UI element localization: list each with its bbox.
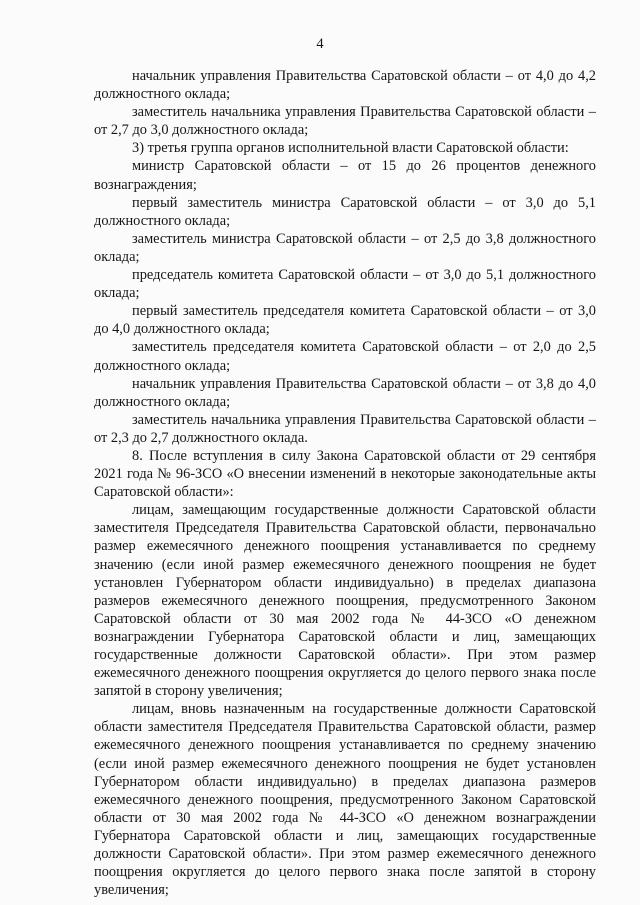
paragraph: заместитель начальника управления Правительства Саратовской области – от 2,7 до 3,0 должностного оклада; (94, 104, 596, 139)
paragraph: начальник управления Правительства Саратовской области – от 3,8 до 4,0 должностного оклада; (94, 375, 596, 410)
paragraph: лицам, вновь назначенным на государственные должности Саратовской области заместителя Председателя Правительства Саратовской области, размер ежемесячного денежного поощрения устанавливается по среднему значению (если иной размер ежемесячного денежного поощрения не будет установлен Губернатором области индивидуально) в пределах диапазона размеров ежемесячного денежного поощрения, предусмотренного Законом Саратовской области от 30 мая 2002 года № 44-ЗСО «О денежном вознаграждении Губернатора Саратовской области и лиц, замещающих государственные должности Саратовской области». При этом размер ежемесячного денежного поощрения округляется до целого первого знака после запятой в сторону увеличения; (94, 701, 596, 899)
page-number: 4 (316, 36, 324, 52)
document-body (94, 67, 596, 899)
paragraph: 3) третья группа органов исполнительной власти Саратовской области: (132, 140, 569, 157)
paragraph: заместитель председателя комитета Саратовской области – от 2,0 до 2,5 должностного оклада; (94, 339, 596, 374)
paragraph: министр Саратовской области – от 15 до 26 процентов денежного вознаграждения; (94, 158, 596, 193)
paragraph: начальник управления Правительства Саратовской области – от 4,0 до 4,2 должностного оклада; (94, 68, 596, 103)
paragraph: заместитель министра Саратовской области – от 2,5 до 3,8 должностного оклада; (94, 230, 596, 265)
paragraph: первый заместитель председателя комитета Саратовской области – от 3,0 до 4,0 должностного оклада; (94, 303, 596, 338)
paragraph: первый заместитель министра Саратовской области – от 3,0 до 5,1 должностного оклада; (94, 194, 596, 229)
paragraph: председатель комитета Саратовской области – от 3,0 до 5,1 должностного оклада; (94, 267, 596, 302)
paragraph: лицам, замещающим государственные должности Саратовской области заместителя Председателя Правительства Саратовской области, первоначально размер ежемесячного денежного поощрения устанавливается по среднему значению (если иной размер ежемесячного денежного поощрения не будет установлен Губернатором области индивидуально) в пределах диапазона размеров ежемесячного денежного поощрения, предусмотренного Законом Саратовской области от 30 мая 2002 года № 44-ЗСО «О денежном вознаграждении Губернатора Саратовской области и лиц, замещающих государственные должности Саратовской области». При этом размер ежемесячного денежного поощрения округляется до целого первого знака после запятой в сторону увеличения; (94, 502, 596, 700)
paragraph: заместитель начальника управления Правительства Саратовской области – от 2,3 до 2,7 должностного оклада. (94, 411, 596, 446)
paragraph: 8. После вступления в силу Закона Саратовской области от 29 сентября 2021 года № 96-ЗСО «О внесении изменений в некоторые законодательные акты Саратовской области»: (94, 447, 596, 501)
